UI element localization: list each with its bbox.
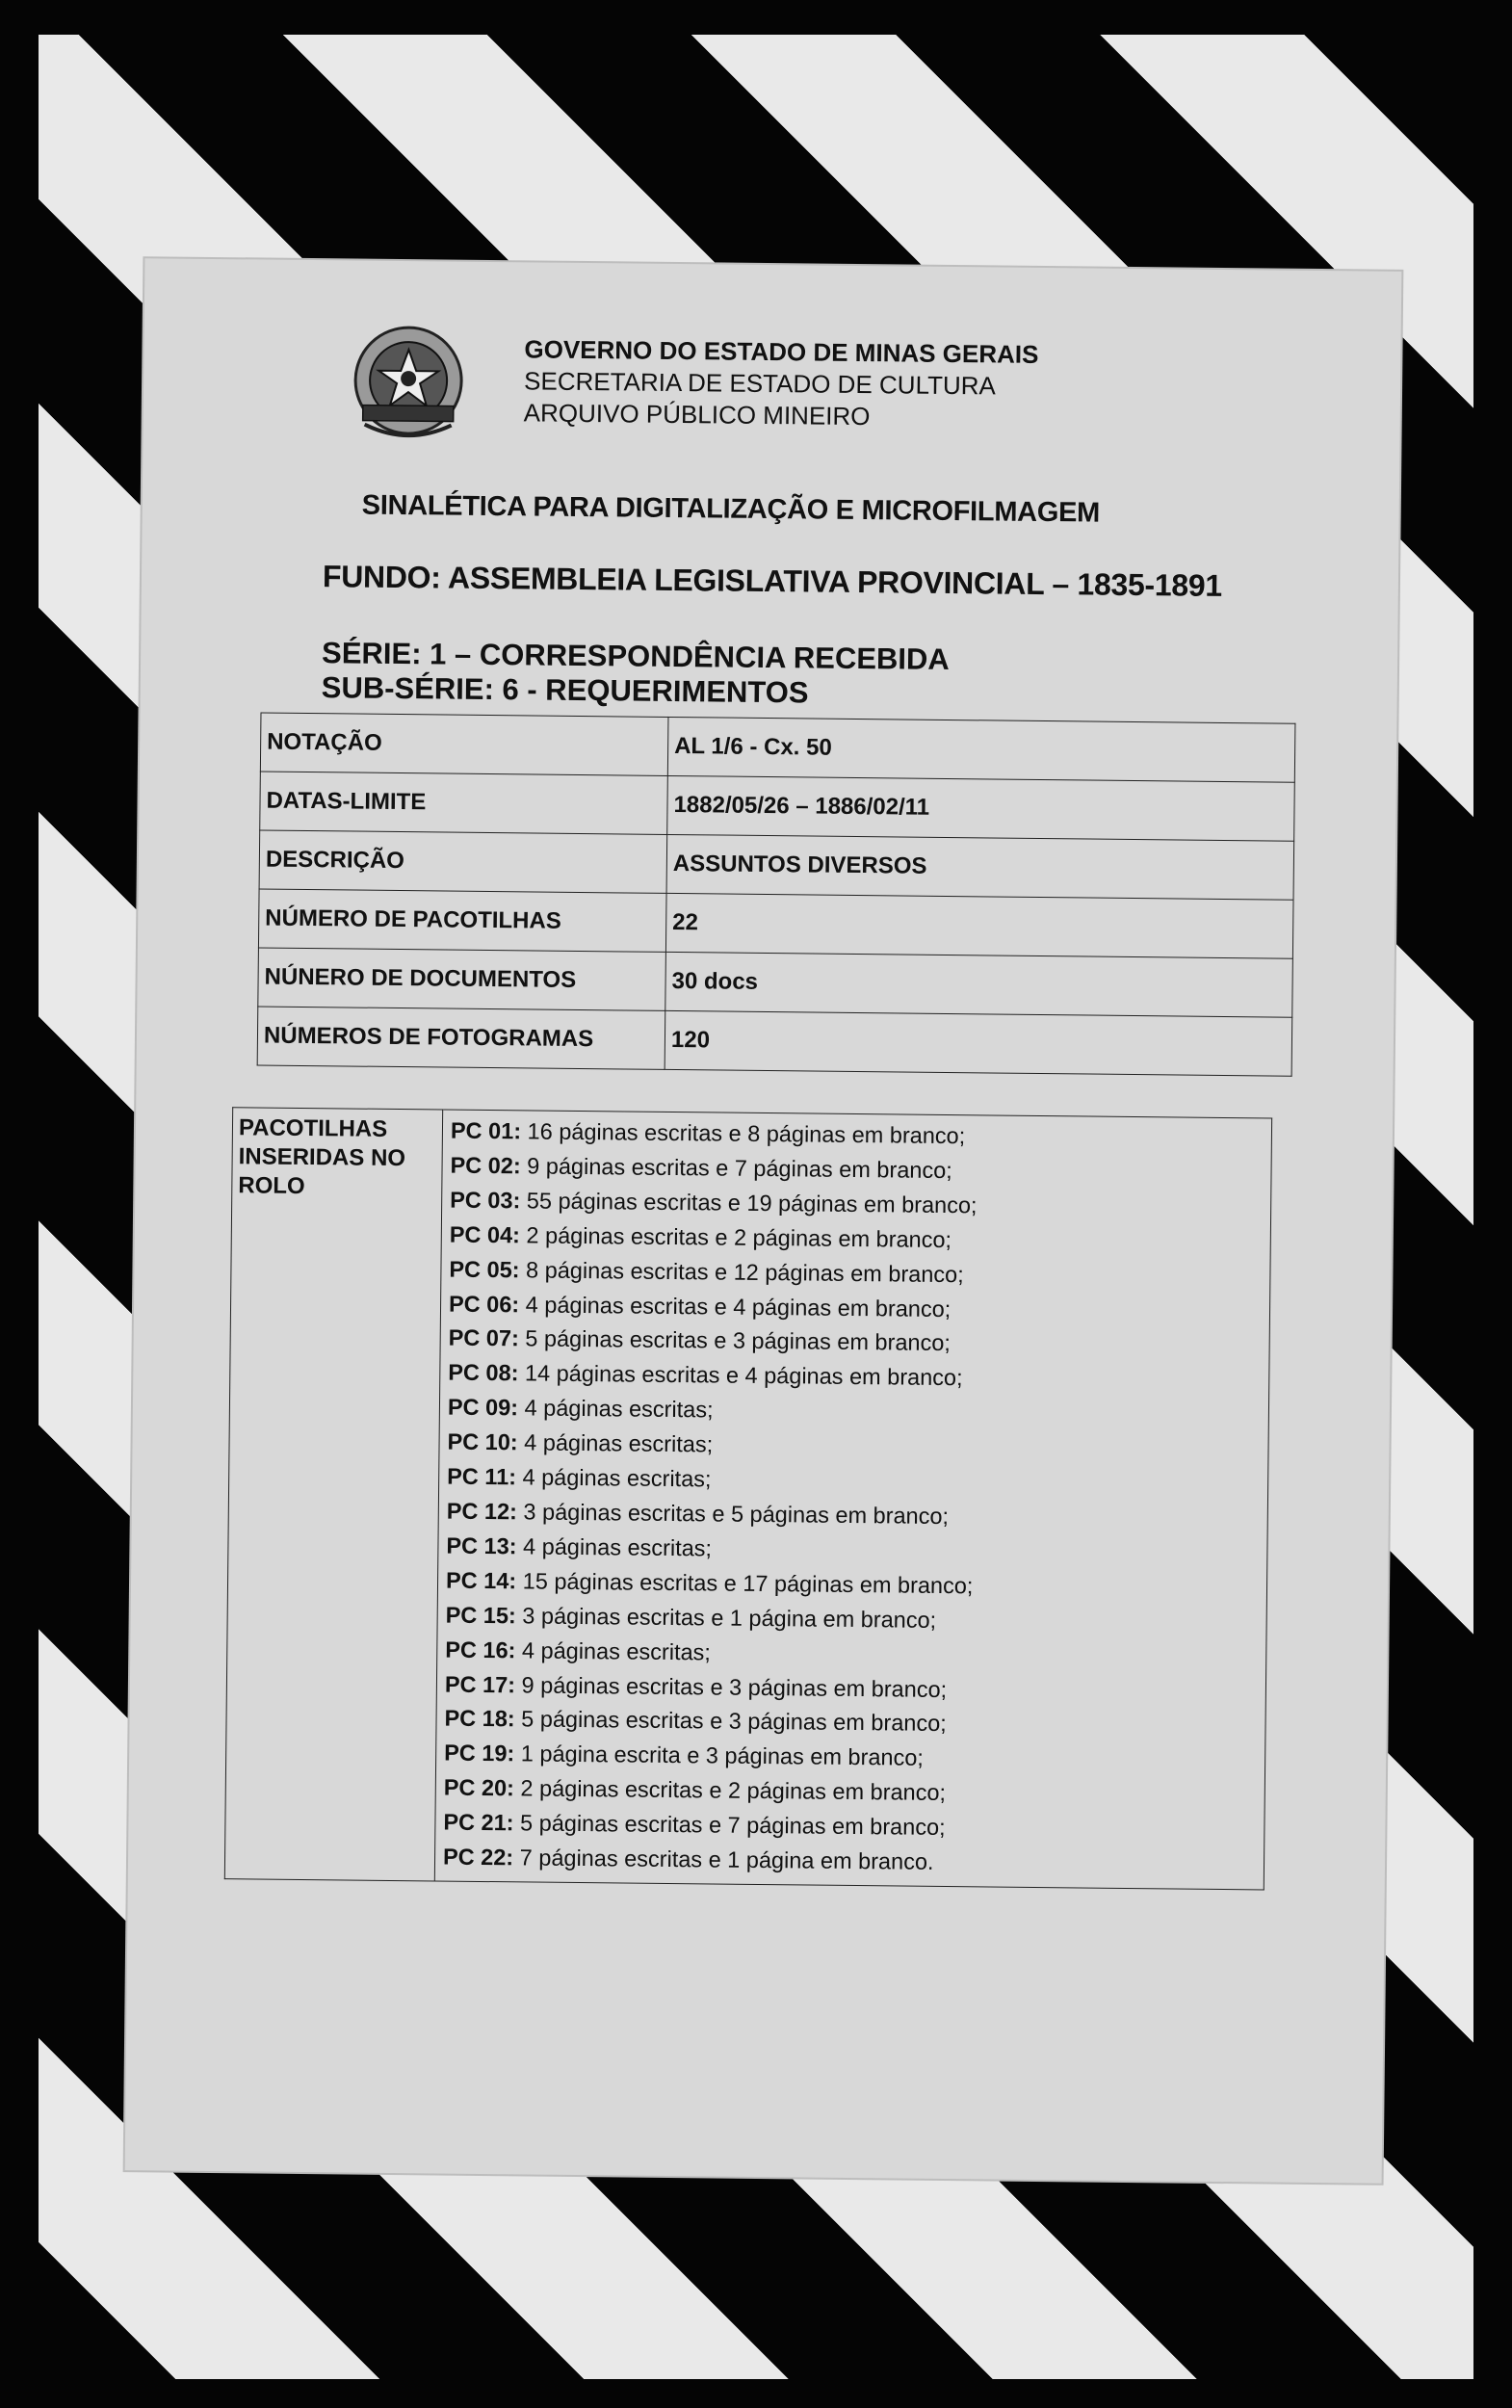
pc-text: 16 páginas escritas e 8 páginas em branco; bbox=[520, 1118, 966, 1149]
pc-code: PC 11: bbox=[447, 1463, 517, 1490]
pacotilhas-list bbox=[434, 1110, 1271, 1890]
pc-code: PC 06: bbox=[448, 1291, 520, 1317]
info-value: 120 bbox=[665, 1010, 1292, 1076]
serie-block bbox=[322, 636, 950, 712]
pc-code: PC 05: bbox=[449, 1256, 520, 1282]
pc-text: 4 páginas escritas; bbox=[515, 1636, 712, 1665]
pc-text: 4 páginas escritas; bbox=[516, 1533, 713, 1561]
frame-edge-left bbox=[0, 0, 39, 2408]
info-value: ASSUNTOS DIVERSOS bbox=[666, 834, 1294, 900]
frame-edge-bottom bbox=[0, 2379, 1512, 2408]
list-item bbox=[443, 1841, 1256, 1884]
pc-code: PC 18: bbox=[444, 1705, 515, 1732]
info-label: DATAS-LIMITE bbox=[260, 772, 668, 834]
pc-text: 4 páginas escritas; bbox=[515, 1464, 712, 1492]
info-value: AL 1/6 - Cx. 50 bbox=[667, 717, 1295, 782]
pc-code: PC 12: bbox=[446, 1498, 518, 1525]
table-row bbox=[257, 1007, 1292, 1076]
pc-code: PC 03: bbox=[450, 1187, 521, 1214]
info-label: NÚNERO DE DOCUMENTOS bbox=[258, 948, 666, 1010]
serie-line: SÉRIE: 1 – CORRESPONDÊNCIA RECEBIDA bbox=[321, 636, 950, 676]
info-label: NOTAÇÃO bbox=[260, 713, 668, 775]
pc-text: 2 páginas escritas e 2 páginas em branco; bbox=[513, 1775, 947, 1806]
institution-header bbox=[345, 320, 1212, 454]
header-government-line: GOVERNO DO ESTADO DE MINAS GERAIS bbox=[524, 334, 1039, 369]
pc-code: PC 02: bbox=[450, 1152, 521, 1179]
pc-code: PC 09: bbox=[447, 1394, 519, 1421]
pc-code: PC 01: bbox=[450, 1117, 522, 1144]
target-card bbox=[125, 258, 1402, 2184]
pc-text: 4 páginas escritas; bbox=[517, 1395, 714, 1423]
header-arquivo-line: ARQUIVO PÚBLICO MINEIRO bbox=[523, 398, 871, 432]
pc-text: 1 página escrita e 3 páginas em branco; bbox=[514, 1741, 925, 1771]
pc-code: PC 17: bbox=[444, 1671, 516, 1697]
table-row bbox=[260, 772, 1295, 841]
info-label: DESCRIÇÃO bbox=[259, 830, 667, 893]
table-row bbox=[224, 1108, 1271, 1890]
frame-edge-top bbox=[0, 0, 1512, 35]
pc-text: 15 páginas escritas e 17 páginas em branco; bbox=[516, 1568, 974, 1599]
pc-code: PC 04: bbox=[449, 1221, 521, 1248]
pacotilhas-table bbox=[224, 1107, 1272, 1890]
pc-text: 7 páginas escritas e 1 página em branco. bbox=[513, 1845, 934, 1874]
pc-code: PC 16: bbox=[445, 1636, 516, 1662]
info-value: 22 bbox=[665, 893, 1293, 958]
pc-text: 5 páginas escritas e 3 páginas em branco; bbox=[514, 1706, 947, 1737]
pc-text: 2 páginas escritas e 2 páginas em branco; bbox=[519, 1222, 952, 1252]
frame-edge-right bbox=[1473, 0, 1512, 2408]
pc-text: 8 páginas escritas e 12 páginas em branco; bbox=[519, 1256, 964, 1287]
pc-text: 55 páginas escritas e 19 páginas em branco; bbox=[520, 1188, 978, 1218]
header-text bbox=[524, 333, 1039, 434]
table-row bbox=[260, 713, 1295, 782]
info-value: 1882/05/26 – 1886/02/11 bbox=[667, 775, 1295, 841]
pc-code: PC 10: bbox=[447, 1428, 518, 1455]
pc-text: 3 páginas escritas e 1 página em branco; bbox=[515, 1603, 937, 1633]
state-seal-icon bbox=[345, 320, 471, 446]
pc-code: PC 22: bbox=[442, 1844, 514, 1871]
pc-code: PC 13: bbox=[446, 1532, 517, 1559]
table-row bbox=[258, 948, 1293, 1017]
info-table bbox=[257, 713, 1296, 1077]
info-value: 30 docs bbox=[665, 952, 1293, 1017]
pc-text: 14 páginas escritas e 4 páginas em branco; bbox=[518, 1360, 963, 1391]
pc-text: 5 páginas escritas e 3 páginas em branco; bbox=[518, 1325, 952, 1356]
pc-code: PC 07: bbox=[448, 1325, 519, 1351]
pc-text: 5 páginas escritas e 7 páginas em branco; bbox=[513, 1810, 946, 1841]
fundo-line: FUNDO: ASSEMBLEIA LEGISLATIVA PROVINCIAL – 1835-1891 bbox=[322, 559, 1223, 603]
table-row bbox=[259, 830, 1294, 900]
pc-text: 3 páginas escritas e 5 páginas em branco; bbox=[516, 1499, 950, 1530]
pc-text: 4 páginas escritas; bbox=[517, 1429, 714, 1457]
pc-code: PC 20: bbox=[443, 1774, 515, 1801]
pc-code: PC 14: bbox=[445, 1567, 517, 1594]
pc-text: 9 páginas escritas e 3 páginas em branco; bbox=[514, 1671, 948, 1702]
pc-code: PC 08: bbox=[448, 1359, 519, 1386]
pc-code: PC 21: bbox=[443, 1809, 514, 1836]
pc-code: PC 15: bbox=[445, 1602, 516, 1629]
table-row bbox=[258, 889, 1293, 958]
pc-text: 9 páginas escritas e 7 páginas em branco; bbox=[520, 1153, 952, 1183]
pc-code: PC 19: bbox=[444, 1740, 515, 1767]
header-secretaria-line: SECRETARIA DE ESTADO DE CULTURA bbox=[523, 366, 996, 401]
document-title: SINALÉTICA PARA DIGITALIZAÇÃO E MICROFILMAGEM bbox=[361, 489, 1101, 529]
pacotilhas-label: PACOTILHAS INSERIDAS NO ROLO bbox=[224, 1108, 442, 1881]
pc-text: 4 páginas escritas e 4 páginas em branco; bbox=[519, 1291, 952, 1322]
subserie-line: SUB-SÉRIE: 6 - REQUERIMENTOS bbox=[321, 670, 809, 710]
info-label: NÚMERO DE PACOTILHAS bbox=[258, 889, 666, 952]
info-label: NÚMEROS DE FOTOGRAMAS bbox=[257, 1007, 665, 1069]
